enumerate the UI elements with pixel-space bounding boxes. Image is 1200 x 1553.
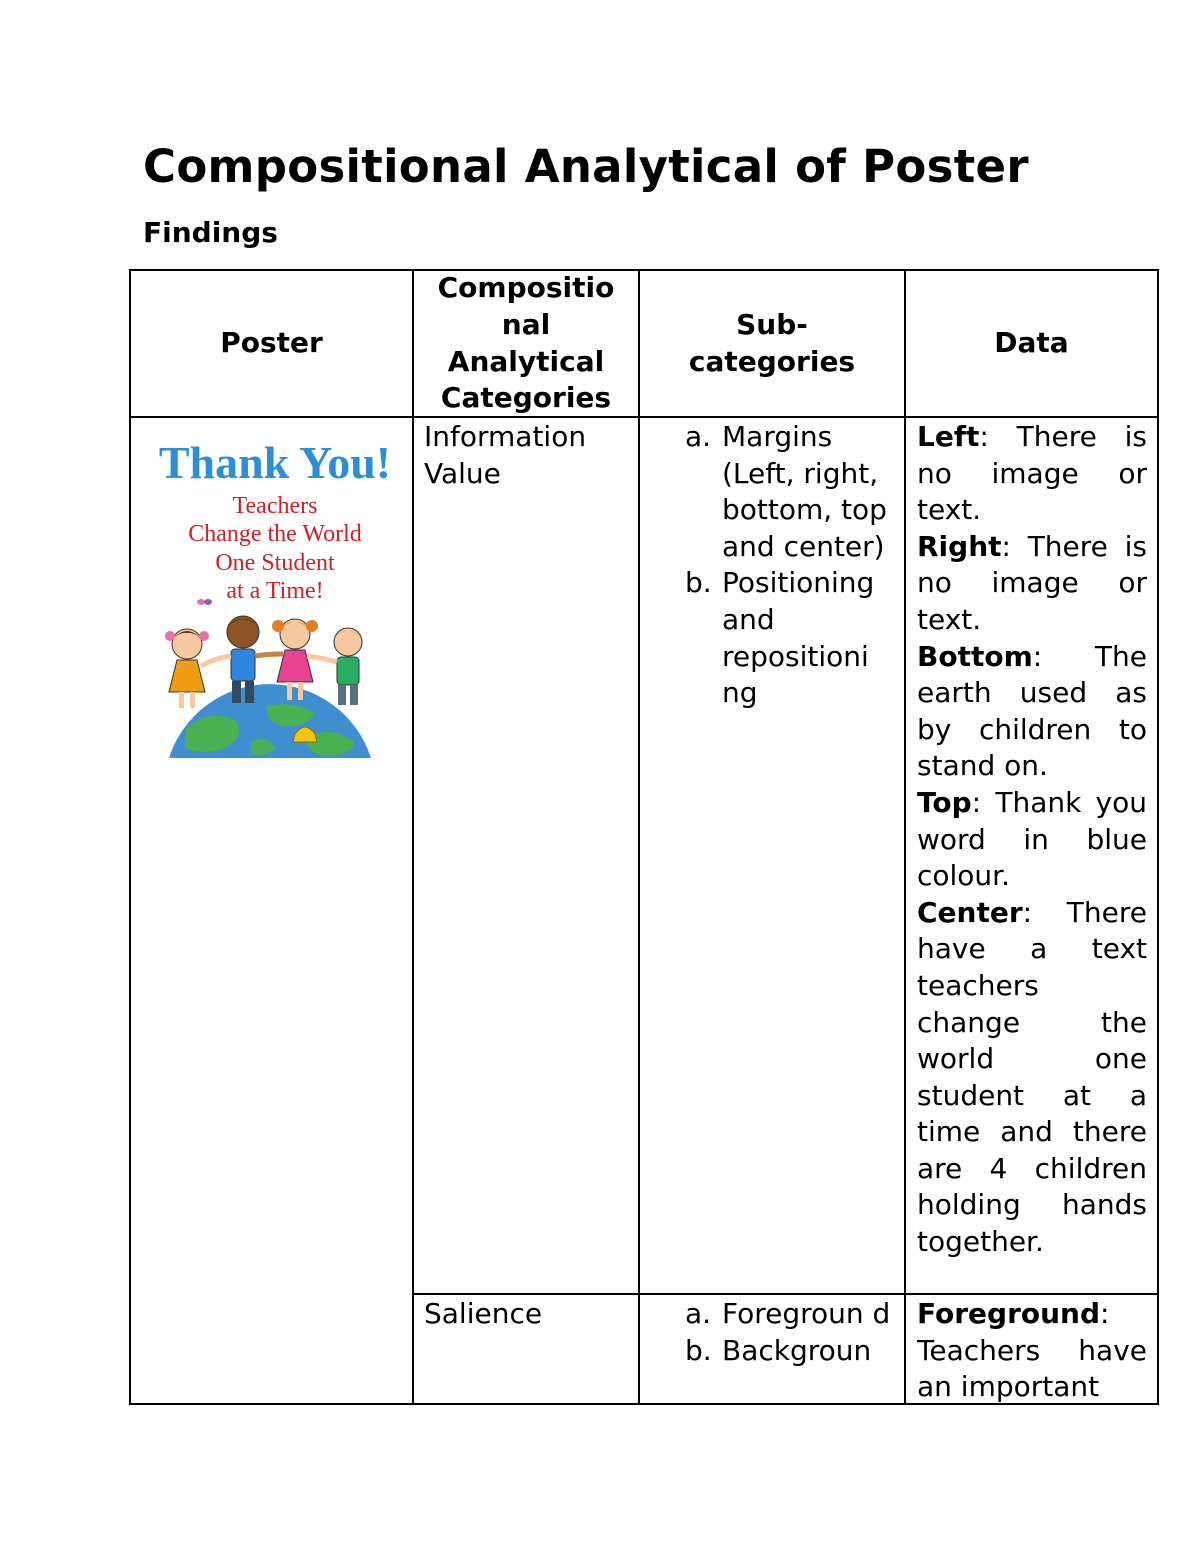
row2-subcategories — [685, 1296, 897, 1403]
data-text: : There have a text teachers change the world one student at a time and there are 4 children holding hands together. — [917, 895, 1147, 1259]
list-marker: b. — [685, 566, 712, 600]
table-header-divider — [129, 416, 1159, 418]
header-categories-label: Compositio nal Analytical Categories — [437, 271, 615, 415]
poster-line-3: One Student — [215, 550, 335, 576]
list-marker: a. — [685, 420, 712, 453]
poster-illustration — [155, 430, 395, 762]
data-entry-bottom — [917, 639, 1147, 785]
subcategory-text: Margins (Left, right, bottom, top and center) — [722, 420, 887, 563]
data-text: : Teachers have an important — [917, 1297, 1147, 1403]
data-text: : There is no image or text. — [917, 420, 1147, 527]
list-marker: a. — [685, 1297, 712, 1330]
row1-subcategory-a — [685, 419, 897, 565]
findings-heading: Findings — [143, 216, 278, 249]
data-text: : Thank you word in blue colour. — [917, 785, 1147, 893]
data-entry-foreground — [917, 1296, 1147, 1403]
data-label: Right — [917, 529, 1002, 563]
poster-line-1: Teachers — [232, 493, 318, 519]
data-text: : There is no image or text. — [917, 529, 1147, 636]
child-4-icon — [334, 628, 362, 705]
holding-hands-icon — [201, 654, 337, 666]
subcategory-text: Backgroun — [722, 1333, 872, 1367]
table-col-divider-3 — [904, 269, 906, 1405]
document-title: Compositional Analytical of Poster — [143, 140, 1029, 193]
table-col-divider-1 — [412, 269, 414, 1405]
header-subcategories-label: Sub- categories — [688, 307, 856, 378]
row1-subcategory-b — [685, 565, 897, 711]
header-data-label: Data — [994, 326, 1069, 360]
poster-line-4: at a Time! — [226, 578, 324, 604]
header-categories — [414, 271, 638, 416]
subcategory-text: Positioning and repositioni ng — [722, 566, 875, 710]
row2-category — [424, 1296, 634, 1333]
data-text: : The earth used as by children to stand on. — [917, 639, 1147, 783]
poster-headline: Thank You! — [158, 437, 392, 488]
data-label: Top — [917, 785, 972, 819]
header-subcategories — [640, 271, 904, 416]
row1-subcategories — [685, 419, 897, 712]
list-marker: b. — [685, 1333, 712, 1367]
butterfly-icon — [197, 599, 212, 605]
data-entry-center — [917, 895, 1147, 1261]
table-border-right — [1157, 269, 1159, 1405]
row2-category-text: Salience — [424, 1297, 543, 1330]
data-entry-top — [917, 785, 1147, 895]
poster-line-2: Change the World — [188, 521, 362, 547]
row1-category-text: Information Value — [424, 420, 587, 490]
table-col-divider-2 — [638, 269, 640, 1405]
table-border-bottom — [129, 1403, 1159, 1405]
header-poster-label: Poster — [220, 326, 323, 360]
table-border-left — [129, 269, 131, 1405]
row1-data — [917, 419, 1147, 1261]
data-label: Left — [917, 420, 980, 453]
header-data — [906, 271, 1157, 416]
data-entry-left — [917, 419, 1147, 529]
table-row-divider — [413, 1293, 1159, 1295]
row2-subcategory-a — [685, 1296, 897, 1333]
data-label: Bottom — [917, 639, 1033, 673]
child-1-icon — [165, 629, 209, 708]
data-entry-right — [917, 529, 1147, 639]
row2-subcategory-b — [685, 1333, 897, 1370]
poster-image — [155, 430, 395, 762]
data-label: Foreground — [917, 1297, 1101, 1330]
data-label: Center — [917, 895, 1023, 929]
row1-category — [424, 419, 634, 492]
row2-data — [917, 1296, 1147, 1403]
header-poster — [131, 271, 412, 416]
subcategory-text: Foregroun d — [722, 1297, 891, 1330]
